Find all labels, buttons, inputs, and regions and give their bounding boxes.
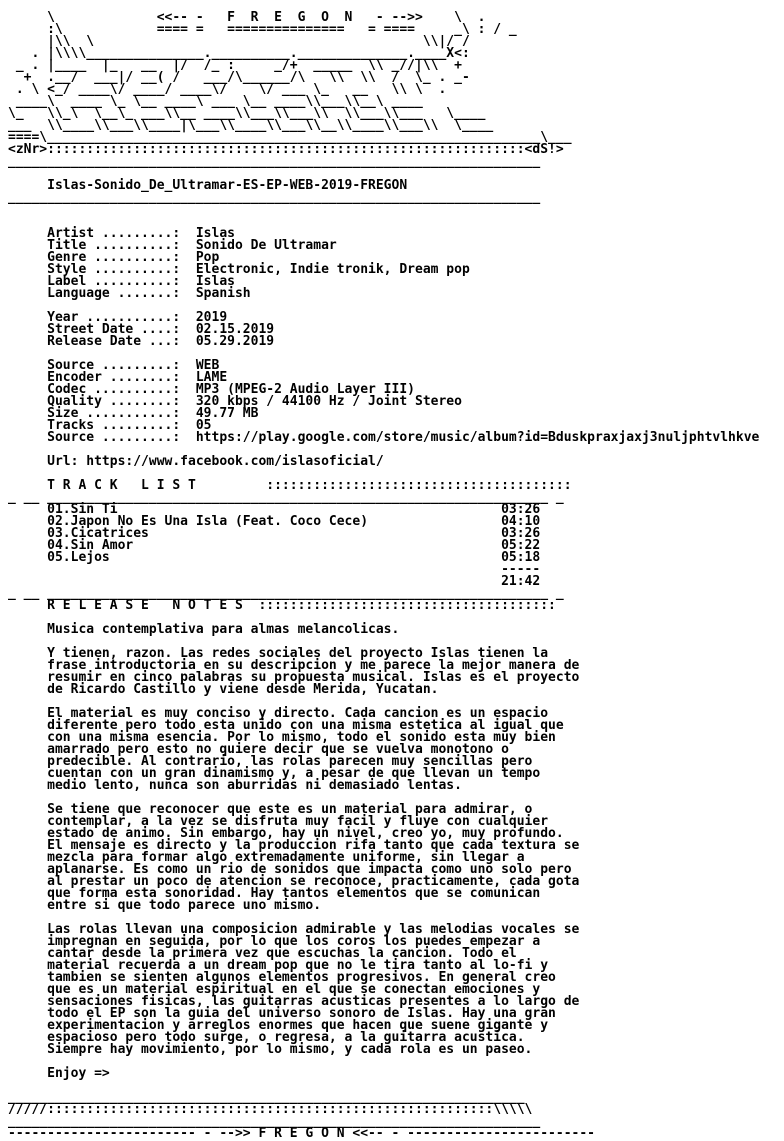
- nfo-line: Year ...........: 2019: [8, 310, 228, 325]
- nfo-line: Encoder ........: LAME: [8, 370, 228, 385]
- nfo-line: entre si que todo parece uno mismo.: [8, 898, 322, 913]
- nfo-line: Language .......: Spanish: [8, 286, 251, 301]
- nfo-line: ====\_______________________________________________________________\___: [8, 130, 572, 145]
- nfo-line: ____________________________________________________________________: [8, 1114, 541, 1129]
- nfo-line: Source .........: WEB: [8, 358, 220, 373]
- nfo-line: impregnan en seguida, por lo que los coros los puedes empezar a: [8, 934, 541, 949]
- nfo-line: al prestar un poco de atencion se reconoce, practicamente, cada gota: [8, 874, 580, 889]
- nfo-line: cuentan con un gran dinamismo y, a pesar de que llevan un tempo: [8, 766, 541, 781]
- nfo-line: predecible. Al contrario, las rolas parecen muy sencillas pero: [8, 754, 533, 769]
- nfo-line: sensaciones fisicas, las guitarras acusticas presentes a lo largo de: [8, 994, 580, 1009]
- nfo-line: _ __ ________________________________________________________________ _: [8, 490, 564, 505]
- nfo-line: Enjoy =>: [8, 1066, 110, 1081]
- nfo-line: ___ \\____\\___\\____|\___\\____\\___\\__\\____\\___\\ \____: [8, 118, 494, 133]
- nfo-line: Genre ..........: Pop: [8, 250, 220, 265]
- nfo-line: que forma esta sonoridad. Hay tantos elementos que se comunican: [8, 886, 541, 901]
- nfo-line: 01.Sin Ti 03:26: [8, 502, 541, 517]
- nfo-line: Style ..........: Electronic, Indie tronik, Dream pop: [8, 262, 470, 277]
- nfo-line: [8, 1056, 784, 1068]
- nfo-line: Release Date ...: 05.29.2019: [8, 334, 275, 349]
- nfo-line: 05.Lejos 05:18: [8, 550, 541, 565]
- nfo-line: |\\ \ \\|/ /: [8, 34, 470, 49]
- nfo-line: El mensaje es directo y la produccion rifa tanto que cada textura se: [8, 838, 580, 853]
- nfo-line: Street Date ....: 02.15.2019: [8, 322, 275, 337]
- nfo-line: todo el EP son la guia del universo sonoro de Islas. Hay una gran: [8, 1006, 556, 1021]
- nfo-line: cantar desde la primera vez que escuchas la cancion. Todo el: [8, 946, 517, 961]
- nfo-line: aplanarse. Es como un rio de sonidos que impacta como uno solo pero: [8, 862, 572, 877]
- nfo-line: Tracks .........: 05: [8, 418, 212, 433]
- nfo-line: 21:42: [8, 574, 541, 589]
- nfo-line: Las rolas llevan una composicion admirable y las melodias vocales se: [8, 922, 580, 937]
- nfo-line: frase introductoria en su descripcion y me parece la mejor manera de: [8, 658, 580, 673]
- nfo-line: espacioso pero todo surge, o regresa, a la guitarra acustica.: [8, 1030, 525, 1045]
- nfo-line: que es un material espiritual en el que se conectan emociones y: [8, 982, 541, 997]
- nfo-line: /////:::::::::::::::::::::::::::::::::::::::::::::::::::::::::\\\\\: [8, 1102, 533, 1117]
- nfo-line: 02.Japon No Es Una Isla (Feat. Coco Cece) 04:10: [8, 514, 541, 529]
- nfo-line: T R A C K L I S T :::::::::::::::::::::::::::::::::::::::: [8, 478, 572, 493]
- nfo-line: Y tienen, razon. Las redes sociales del proyecto Islas tienen la: [8, 646, 549, 661]
- nfo-line: experimentacion y arreglos enormes que hacen que suene gigante y: [8, 1018, 549, 1033]
- nfo-line: <zNr>:::::::::::::::::::::::::::::::::::::::::::::::::::::::::::::<dS!>: [8, 142, 564, 157]
- nfo-line: 03.Cicatrices 03:26: [8, 526, 541, 541]
- nfo-line: Islas-Sonido_De_Ultramar-ES-EP-WEB-2019-FREGON: [8, 178, 408, 193]
- nfo-line: ____________________________________________________________________: [8, 154, 541, 169]
- nfo-line: Artist .........: Islas: [8, 226, 235, 241]
- nfo-line: resumir en cinco palabras su propuesta musical. Islas es el proyecto: [8, 670, 580, 685]
- nfo-line: ____\ ____ \_ \__ ____\ ___ \__ ____\\___\\__\ ____: [8, 94, 423, 109]
- nfo-line: ------------------------ - -->> F R E G O N <<-- - ------------------------: [8, 1126, 595, 1141]
- nfo-line: :\ ==== = =============== = ==== _\ : / _: [8, 22, 517, 37]
- nfo-line: Label ..........: Islas: [8, 274, 235, 289]
- nfo-line: amarrado pero esto no quiere decir que se vuelva monotono o: [8, 742, 509, 757]
- nfo-line: \ <<-- - F R E G O N - -->> \ .: [8, 10, 486, 25]
- nfo-line: medio lento, nunca son aburridas ni demasiado lentas.: [8, 778, 462, 793]
- nfo-line: -----: [8, 562, 541, 577]
- nfo-line: __________________________________________________________________: [8, 1090, 525, 1105]
- nfo-line: Quality ........: 320 kbps / 44100 Hz / Joint Stereo: [8, 394, 462, 409]
- nfo-line: tambien se sienten algunos elementos progresivos. En general creo: [8, 970, 556, 985]
- nfo-line: diferente pero todo esta unido con una misma estetica al igual que: [8, 718, 564, 733]
- nfo-line: . \ <_/ ____\/ ____/ ____\/ \/ ___ \_ __ \\ \ .: [8, 82, 447, 97]
- nfo-line: Siempre hay movimiento, por lo mismo, y cada rola es un paseo.: [8, 1042, 533, 1057]
- nfo-line: con una misma esencia. Por lo mismo, todo el sonido esta muy bien: [8, 730, 556, 745]
- nfo-line: de Ricardo Castillo y viene desde Merida, Yucatan.: [8, 682, 439, 697]
- nfo-line: + .__/ ___|/ __( / ___/\______/\ \\ \\ / \_ . _-: [8, 70, 470, 85]
- nfo-line: Size ...........: 49.77 MB: [8, 406, 259, 421]
- nfo-line: _ . |____ |_ __ |/ /_ : _/+ _____ \\ _//|\\ +: [8, 58, 462, 73]
- nfo-line: 04.Sin Amor 05:22: [8, 538, 541, 553]
- nfo-line: R E L E A S E N O T E S ::::::::::::::::::::::::::::::::::::::: [8, 598, 556, 613]
- nfo-line: Codec ..........: MP3 (MPEG-2 Audio Layer III): [8, 382, 415, 397]
- nfo-line: Source .........: https://play.google.com/store/music/album?id=Bduskpraxjaxj3nuljphtvlhkve: [8, 430, 760, 445]
- nfo-line: material recuerda a un dream pop que no le tira tanto al lo-fi y: [8, 958, 549, 973]
- nfo-line: mezcla para formar algo extremadamente uniforme, sin llegar a: [8, 850, 525, 865]
- nfo-line: contemplar, a la vez se disfruta muy facil y fluye con cualquier: [8, 814, 549, 829]
- nfo-line: El material es muy conciso y directo. Cada cancion es un espacio: [8, 706, 549, 721]
- nfo-line: \_ \\_\ \__\_ ___\\__ ____\\___\\___\\ \\___\\___ \____: [8, 106, 486, 121]
- nfo-line: [8, 204, 784, 216]
- nfo-line: _ __ ________________________________________________________________ _: [8, 586, 564, 601]
- nfo-line: ____________________________________________________________________: [8, 190, 541, 205]
- nfo-line: Se tiene que reconocer que este es un material para admirar, o: [8, 802, 533, 817]
- nfo-line: Musica contemplativa para almas melancolicas.: [8, 622, 400, 637]
- nfo-line: estado de animo. Sin embargo, hay un nivel, creo yo, muy profundo.: [8, 826, 564, 841]
- nfo-line: . |\\\\_______________.__________.______________.____X<:: [8, 46, 478, 61]
- nfo-line: Title ..........: Sonido De Ultramar: [8, 238, 337, 253]
- nfo-line: Url: https://www.facebook.com/islasoficial/: [8, 454, 384, 469]
